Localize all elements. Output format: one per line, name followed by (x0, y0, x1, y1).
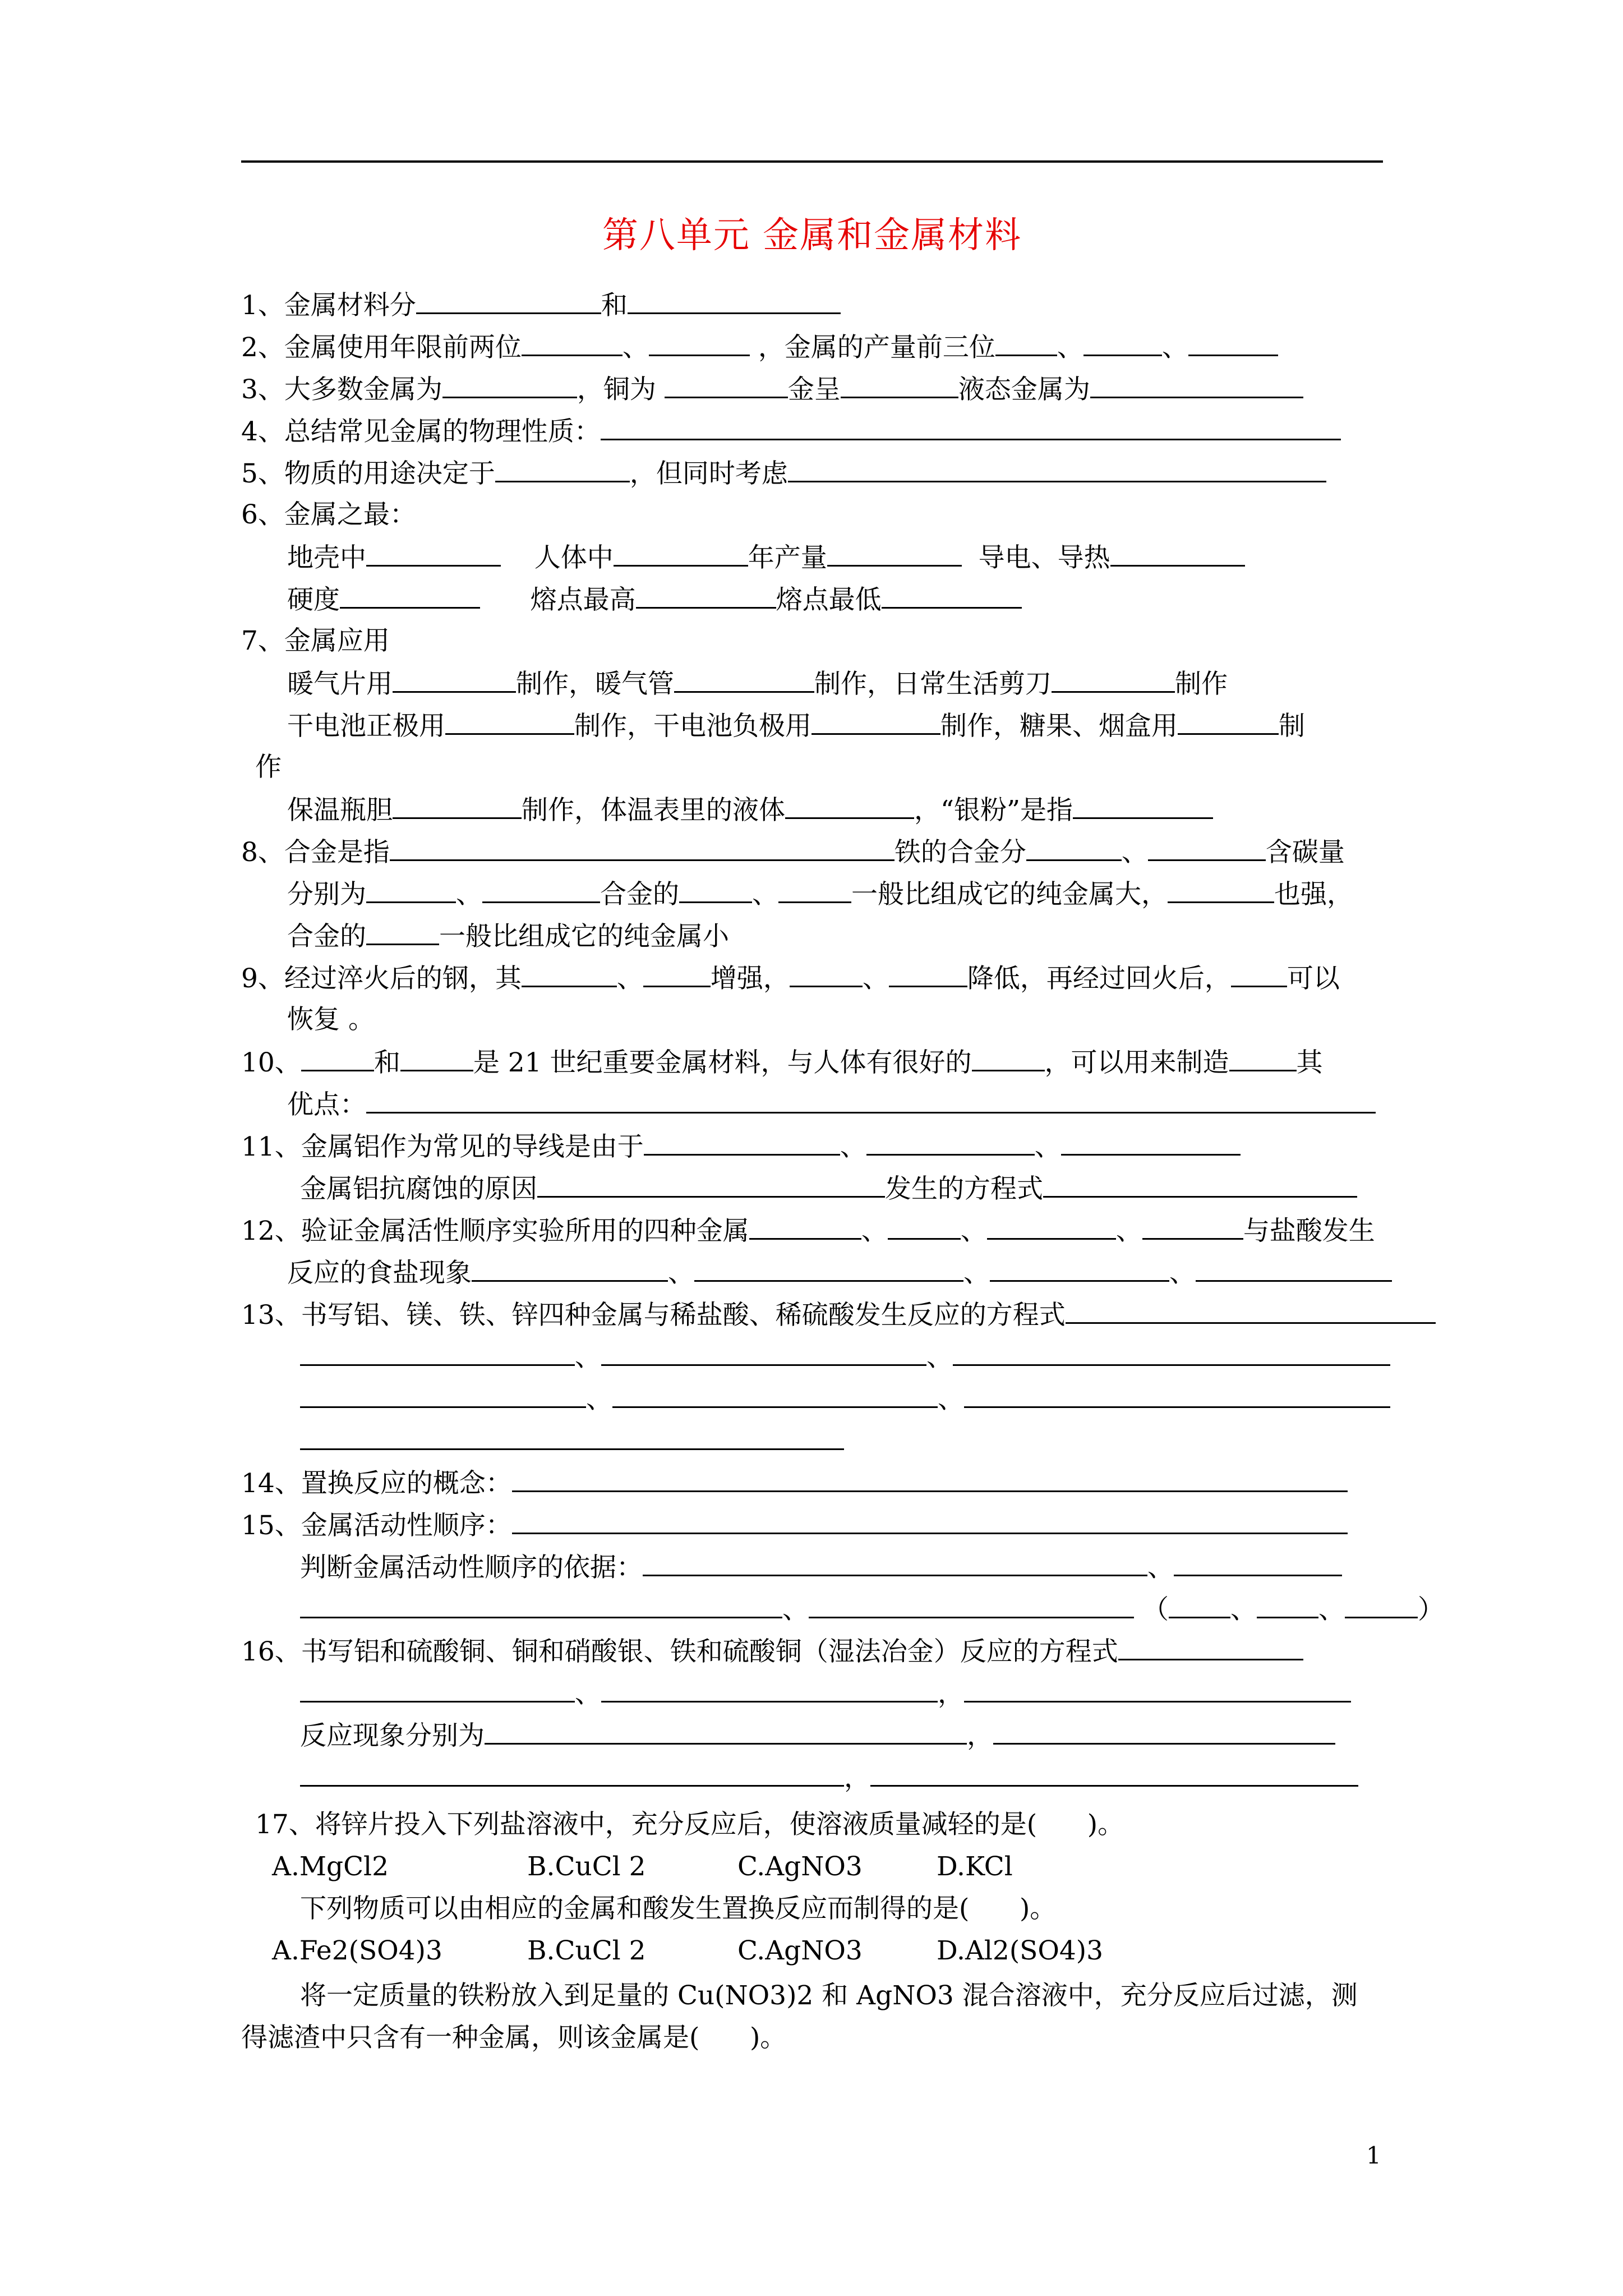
question-text: （ (1142, 1594, 1169, 1625)
question-text: 制作，暖气管 (516, 669, 674, 700)
question-15-line-3 (300, 1588, 1444, 1631)
answer-blank[interactable] (601, 409, 1341, 440)
question-text: 恢复 。 (287, 1004, 375, 1035)
question-text: 、 (616, 963, 643, 994)
answer-blank[interactable] (665, 367, 788, 398)
question-16-line-1 (241, 1630, 1303, 1673)
answer-blank[interactable] (366, 1083, 1376, 1114)
answer-blank[interactable] (601, 1672, 938, 1703)
question-text: 干电池正极用 (287, 711, 445, 742)
answer-blank[interactable] (442, 367, 577, 398)
answer-blank[interactable] (393, 788, 522, 819)
question-text: 制作，体温表里的液体 (522, 795, 785, 826)
answer-blank[interactable] (870, 1756, 1358, 1787)
question-text: 1、金属材料分 (241, 290, 416, 321)
answer-blank[interactable] (827, 536, 962, 567)
question-5 (241, 452, 1326, 495)
question-text: D.Al2(SO4)3 (937, 1935, 1104, 1966)
answer-blank[interactable] (679, 872, 752, 903)
answer-blank[interactable] (990, 1251, 1169, 1282)
question-15-line-1 (241, 1503, 1348, 1547)
answer-blank[interactable] (1083, 325, 1162, 356)
answer-blank[interactable] (366, 872, 456, 903)
question-text: 将一定质量的铁粉放入到足量的 Cu(NO3)2 和 AgNO3 混合溶液中，充分反应后过滤，测 (300, 1980, 1358, 2011)
answer-blank[interactable] (1118, 1630, 1303, 1660)
question-text: ，但同时考虑 (629, 458, 788, 489)
question-text: ， (844, 1763, 870, 1793)
question-text: ，铜为 (577, 374, 665, 405)
question-text: 11、金属铝作为常见的导线是由于 (241, 1131, 644, 1162)
answer-blank[interactable] (785, 788, 914, 819)
answer-blank[interactable] (628, 283, 841, 314)
page-title: 第八单元 金属和金属材料 (602, 215, 1022, 256)
question-13-line-2 (300, 1335, 1390, 1379)
question-text: 、 (861, 1216, 888, 1246)
question-text: 制作 (1175, 669, 1228, 700)
answer-blank[interactable] (1168, 872, 1274, 903)
answer-blank[interactable] (416, 283, 601, 314)
question-text: 硬度 (287, 585, 340, 615)
question-text: 、 (782, 1594, 809, 1625)
answer-blank[interactable] (1043, 1167, 1357, 1198)
question-text: 、 (575, 1342, 601, 1373)
answer-blank[interactable] (300, 1588, 782, 1618)
answer-blank[interactable] (366, 536, 501, 567)
answer-blank[interactable] (964, 1672, 1351, 1703)
answer-blank[interactable] (987, 1209, 1116, 1240)
answer-blank[interactable] (882, 578, 1022, 609)
question-text: 发生的方程式 (885, 1174, 1043, 1204)
question-text: 、 (963, 1258, 990, 1289)
answer-blank[interactable] (300, 1335, 575, 1366)
question-6 (241, 494, 416, 536)
question-text (480, 585, 531, 615)
question-text: 、 (456, 879, 482, 910)
question-text: 、 (1169, 1258, 1196, 1289)
question-text: 、 (862, 963, 889, 994)
answer-blank[interactable] (643, 956, 711, 987)
question-text: 、 (926, 1342, 953, 1373)
answer-blank[interactable] (393, 662, 516, 693)
question-text: 金呈 (787, 374, 841, 405)
question-text: 含碳量 (1265, 837, 1345, 868)
answer-blank[interactable] (788, 452, 1326, 482)
question-text: 13、书写铝、镁、铁、锌四种金属与稀盐酸、稀硫酸发生反应的方程式 (241, 1300, 1066, 1331)
answer-blank[interactable] (636, 578, 776, 609)
question-7-line-1 (287, 662, 1228, 706)
question-text: 熔点最高 (530, 585, 636, 615)
answer-blank[interactable] (778, 872, 851, 903)
question-17-options-1 (272, 1846, 1013, 1888)
question-text: 可以 (1287, 963, 1340, 994)
question-text (501, 542, 534, 573)
question-text: 优点： (287, 1089, 366, 1120)
question-text: 也强， (1274, 879, 1353, 910)
question-7-line-2 (287, 704, 1305, 748)
question-7-line-3 (287, 788, 1213, 832)
question-text: 、 (1115, 1216, 1142, 1246)
question-13-line-1 (241, 1293, 1436, 1337)
answer-blank[interactable] (644, 1125, 840, 1156)
question-15-line-2 (300, 1545, 1342, 1589)
answer-blank[interactable] (1061, 1125, 1241, 1156)
question-text: 增强， (710, 963, 790, 994)
answer-blank[interactable] (1345, 1588, 1418, 1618)
question-text: 其 (1296, 1047, 1323, 1078)
question-6-row-1 (287, 536, 1245, 579)
question-3 (241, 367, 1303, 411)
question-text: 、 (586, 1384, 612, 1415)
question-text: 得滤渣中只含有一种金属，则该金属是( )。 (241, 2022, 787, 2053)
answer-blank[interactable] (495, 452, 630, 482)
answer-blank[interactable] (1229, 1041, 1297, 1071)
answer-blank[interactable] (512, 1503, 1348, 1534)
answer-blank[interactable] (1073, 788, 1213, 819)
question-text: 与盐酸发生 (1243, 1216, 1375, 1246)
question-text: A.MgCl2 (272, 1851, 389, 1882)
question-text: 、 (960, 1216, 987, 1246)
answer-blank[interactable] (674, 662, 814, 693)
question-text: 反应的食盐现象 (287, 1258, 472, 1289)
answer-blank[interactable] (472, 1251, 668, 1282)
answer-blank[interactable] (694, 1251, 963, 1282)
question-text: 合金的 (600, 879, 679, 910)
answer-blank[interactable] (300, 1756, 844, 1787)
question-text: 、 (938, 1384, 964, 1415)
question-text: 、 (1034, 1131, 1061, 1162)
question-12-line-2 (287, 1251, 1392, 1295)
question-10-line-1 (241, 1041, 1323, 1084)
question-17b-stem (300, 1888, 1056, 1930)
answer-blank[interactable] (790, 956, 863, 987)
question-text: 分别为 (287, 879, 366, 910)
question-text: 保温瓶胆 (287, 795, 393, 826)
question-text: 7、金属应用 (241, 625, 390, 656)
question-text: 12、验证金属活性顺序实验所用的四种金属 (241, 1216, 749, 1246)
question-10-line-2 (287, 1083, 1376, 1126)
question-16-line-2 (300, 1672, 1351, 1715)
question-text: C.AgNO3 (737, 1851, 863, 1882)
question-text: 反应现象分别为 (300, 1720, 485, 1751)
answer-blank[interactable] (1174, 1545, 1342, 1576)
answer-blank[interactable] (649, 325, 750, 356)
question-text: 导电、导热 (978, 542, 1110, 573)
question-text: ， (967, 1720, 993, 1751)
question-4 (241, 409, 1341, 453)
question-text: 5、物质的用途决定于 (241, 458, 495, 489)
question-text (1134, 1594, 1142, 1625)
answer-blank[interactable] (300, 1419, 844, 1450)
question-text: 16、书写铝和硫酸铜、铜和硝酸银、铁和硫酸铜（湿法冶金）反应的方程式 (241, 1636, 1118, 1667)
answer-blank[interactable] (522, 956, 617, 987)
question-8-line-2 (287, 872, 1353, 916)
question-text: 、 (1230, 1594, 1257, 1625)
question-17c-line-2 (241, 2017, 786, 2059)
question-text: 制作，糖果、烟盒用 (940, 711, 1178, 742)
question-text: 、 (1318, 1594, 1345, 1625)
answer-blank[interactable] (1052, 662, 1175, 693)
question-9-line-1 (241, 956, 1340, 1000)
answer-blank[interactable] (809, 1588, 1134, 1618)
question-text: 制 (1279, 711, 1305, 742)
answer-blank[interactable] (537, 1167, 885, 1198)
answer-blank[interactable] (866, 1125, 1035, 1156)
answer-blank[interactable] (601, 1335, 926, 1366)
answer-blank[interactable] (749, 1209, 861, 1240)
answer-blank[interactable] (841, 367, 958, 398)
answer-blank[interactable] (1090, 367, 1303, 398)
question-text: 和 (601, 290, 628, 321)
question-14 (241, 1461, 1348, 1505)
question-text: 、 (840, 1131, 866, 1162)
question-7 (241, 620, 390, 662)
question-text: ，“银粉”是指 (914, 795, 1073, 826)
question-text: 、 (1147, 1552, 1174, 1583)
question-12-line-1 (241, 1209, 1375, 1253)
question-text: B.CuCl 2 (527, 1851, 646, 1882)
answer-blank[interactable] (1148, 830, 1266, 861)
answer-blank[interactable] (366, 914, 439, 945)
answer-blank[interactable] (972, 1041, 1045, 1071)
question-text: 、 (622, 332, 649, 363)
question-17-stem (255, 1803, 1124, 1846)
question-text: 一般比组成它的纯金属小 (439, 921, 729, 952)
answer-blank[interactable] (953, 1335, 1390, 1366)
question-text: 年产量 (748, 542, 827, 573)
question-text: 15、金属活动性顺序： (241, 1510, 512, 1541)
question-text: 、 (1161, 332, 1188, 363)
answer-blank[interactable] (1178, 704, 1279, 735)
answer-blank[interactable] (1110, 536, 1245, 567)
question-text: 8、合金是指 (241, 837, 390, 868)
question-text: D.KCl (937, 1851, 1013, 1882)
question-text: B.CuCl 2 (527, 1935, 646, 1966)
answer-blank[interactable] (993, 1714, 1335, 1745)
answer-blank[interactable] (1142, 1209, 1243, 1240)
question-2 (241, 325, 1278, 369)
question-text: 是 21 世纪重要金属材料，与人体有很好的 (473, 1047, 972, 1078)
question-8-line-3 (287, 914, 729, 958)
question-text: 6、金属之最： (241, 499, 416, 530)
question-text: 10、 (241, 1047, 301, 1078)
question-text: ， (938, 1678, 964, 1709)
answer-blank[interactable] (512, 1461, 1348, 1492)
question-text: 一般比组成它的纯金属大， (851, 879, 1168, 910)
answer-blank[interactable] (1257, 1588, 1318, 1618)
question-text: 熔点最低 (776, 585, 882, 615)
question-13-line-3 (300, 1377, 1390, 1421)
answer-blank[interactable] (300, 1672, 575, 1703)
question-text: 、 (1121, 837, 1148, 868)
answer-blank[interactable] (400, 1041, 473, 1071)
answer-blank[interactable] (390, 830, 895, 861)
question-text: 、 (668, 1258, 694, 1289)
question-text: C.AgNO3 (737, 1935, 863, 1966)
question-text: 4、总结常见金属的物理性质： (241, 416, 601, 447)
question-text: 降低，再经过回火后， (967, 963, 1231, 994)
question-text: 9、经过淬火后的钢，其 (241, 963, 522, 994)
answer-blank[interactable] (445, 704, 574, 735)
question-text: A.Fe2(SO4)3 (272, 1935, 442, 1966)
question-text: 人体中 (534, 542, 614, 573)
question-text: 17、将锌片投入下列盐溶液中，充分反应后，使溶液质量减轻的是( )。 (255, 1809, 1124, 1840)
answer-blank[interactable] (301, 1041, 374, 1071)
answer-blank[interactable] (300, 1377, 586, 1408)
question-text: 、 (575, 1678, 601, 1709)
question-17-options-2 (272, 1930, 1103, 1972)
question-13-line-4 (300, 1419, 844, 1463)
question-text: 制作，日常生活剪刀 (814, 669, 1052, 700)
question-text: 制作，干电池负极用 (574, 711, 811, 742)
answer-blank[interactable] (964, 1377, 1390, 1408)
answer-blank[interactable] (889, 956, 967, 987)
question-11-line-2 (300, 1167, 1357, 1211)
question-text: ，可以用来制造 (1044, 1047, 1229, 1078)
answer-blank[interactable] (1169, 1588, 1230, 1618)
answer-blank[interactable] (1231, 956, 1287, 987)
answer-blank[interactable] (612, 1377, 938, 1408)
question-17c-line-1 (300, 1975, 1358, 2017)
question-6-row-2 (287, 578, 1022, 622)
question-text (962, 542, 979, 573)
answer-blank[interactable] (614, 536, 748, 567)
question-text: 和 (374, 1047, 400, 1078)
question-text: 地壳中 (287, 542, 366, 573)
question-text: 判断金属活动性顺序的依据： (300, 1552, 643, 1583)
question-text: 铁的合金分 (894, 837, 1026, 868)
question-text: 暖气片用 (287, 669, 393, 700)
answer-blank[interactable] (1188, 325, 1278, 356)
question-text: 14、置换反应的概念： (241, 1468, 512, 1499)
answer-blank[interactable] (522, 325, 623, 356)
answer-blank[interactable] (1066, 1293, 1436, 1324)
answer-blank[interactable] (482, 872, 600, 903)
question-text: 合金的 (287, 921, 366, 952)
question-8-line-1 (241, 830, 1345, 874)
question-16-line-4 (300, 1756, 1358, 1800)
header-rule (241, 160, 1383, 163)
answer-blank[interactable] (811, 704, 940, 735)
question-text: ，金属的产量前三位 (749, 332, 995, 363)
question-1 (241, 283, 841, 327)
answer-blank[interactable] (1196, 1251, 1392, 1282)
question-text: ） (1417, 1594, 1444, 1625)
page-number: 1 (1366, 2142, 1381, 2169)
question-text: 、 (1057, 332, 1083, 363)
answer-blank[interactable] (995, 325, 1057, 356)
question-text: 下列物质可以由相应的金属和酸发生置换反应而制得的是( )。 (300, 1893, 1057, 1924)
question-9-line-2 (287, 999, 375, 1041)
question-16-line-3 (300, 1714, 1335, 1757)
question-text: 金属铝抗腐蚀的原因 (300, 1174, 537, 1204)
answer-blank[interactable] (643, 1545, 1147, 1576)
question-text: 作 (255, 752, 282, 783)
answer-blank[interactable] (888, 1209, 961, 1240)
question-11-line-1 (241, 1125, 1241, 1168)
question-text: 2、金属使用年限前两位 (241, 332, 522, 363)
question-text: 液态金属为 (958, 374, 1090, 405)
question-text: 3、大多数金属为 (241, 374, 442, 405)
answer-blank[interactable] (1026, 830, 1122, 861)
question-7-line-2-wrap (255, 746, 282, 789)
question-text: 、 (752, 879, 778, 910)
answer-blank[interactable] (340, 578, 480, 609)
answer-blank[interactable] (485, 1714, 967, 1745)
